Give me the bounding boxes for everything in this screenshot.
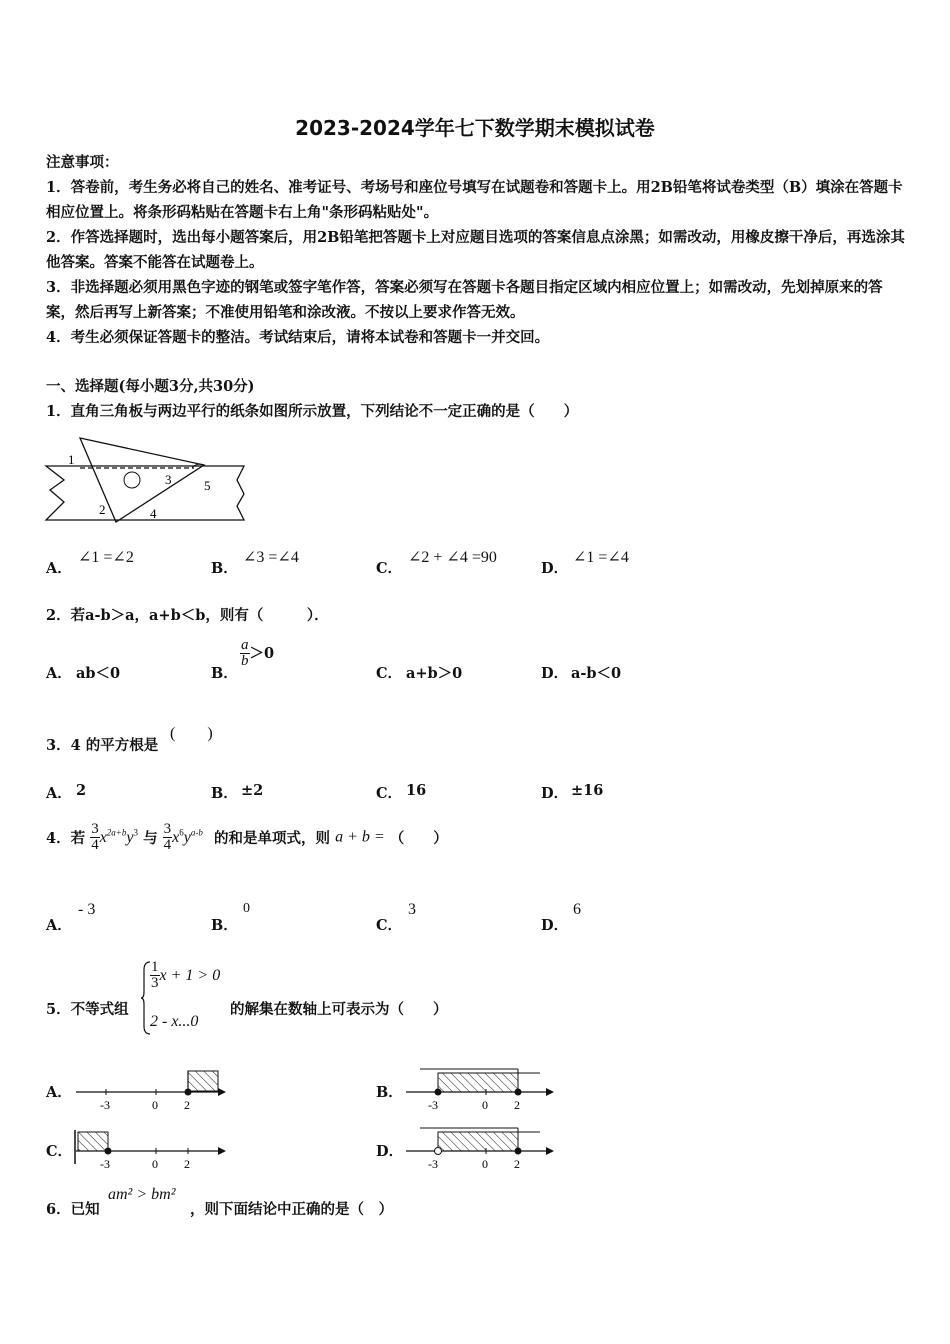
q3-label-a: A． <box>46 785 72 802</box>
q4-den2: 4 <box>163 837 172 853</box>
tick-label: 2 <box>184 1157 190 1171</box>
tick-label: 0 <box>482 1098 488 1112</box>
q4-exp1: 2a+b <box>106 827 127 838</box>
q4-mid: 与 <box>143 830 158 847</box>
number-line-d <box>400 1124 560 1174</box>
page-title: 2023-2024学年七下数学期末模拟试卷 <box>295 116 655 140</box>
q4-paren: （ ） <box>389 830 448 847</box>
q1-figure <box>44 432 249 524</box>
number-line-c <box>70 1124 230 1174</box>
q2-label-d: D． <box>541 665 569 682</box>
q1-option-a: ∠1 =∠2 <box>78 549 134 566</box>
q4-expr: a + b = <box>335 828 385 846</box>
q3-option-b: ±2 <box>241 782 264 799</box>
q5-eq1-num: 1 <box>151 959 159 975</box>
q2-label-c: C． <box>376 665 403 682</box>
q4-suffix: 的和是单项式，则 <box>213 830 330 847</box>
q1-label-c: C． <box>376 560 403 577</box>
notes-heading: 注意事项： <box>46 154 119 171</box>
q5-suffix: 的解集在数轴上可表示为（ ） <box>230 1001 448 1018</box>
q4-exp3: 6 <box>179 827 184 838</box>
q2-label-a: A． <box>46 665 72 682</box>
q4-x: x <box>99 829 107 846</box>
q5-eq1-rest: x + 1 > 0 <box>159 967 221 984</box>
q4-x2: x <box>172 829 180 846</box>
q5-label-a: A． <box>46 1084 72 1101</box>
q2-option-b <box>240 638 274 669</box>
q2-b-num: a <box>241 637 249 653</box>
q3-label-d: D． <box>541 785 569 802</box>
q4-stem <box>46 822 448 853</box>
q2-b-rest: ＞0 <box>249 645 275 662</box>
tick-label: 0 <box>152 1098 158 1112</box>
q2-option-c: a+b＞0 <box>406 665 463 682</box>
q4-label-c: C． <box>376 917 403 934</box>
q5-label-c: C． <box>46 1143 73 1160</box>
q2-label-b: B． <box>211 665 238 682</box>
q4-prefix: 4．若 <box>46 830 86 847</box>
tick-label: 2 <box>184 1098 190 1112</box>
q2-option-d: a-b＜0 <box>571 665 622 682</box>
fig-label: 2 <box>99 502 106 517</box>
q4-label-b: B． <box>211 917 238 934</box>
tick-label: -3 <box>428 1098 438 1112</box>
q4-exp4: a-b <box>190 827 203 838</box>
number-line-a <box>70 1065 230 1115</box>
q1-option-c: ∠2 + ∠4 =90 <box>408 549 497 566</box>
number-line-b <box>400 1065 560 1115</box>
tick-label: 2 <box>514 1098 520 1112</box>
tick-label: -3 <box>428 1157 438 1171</box>
tick-label: 0 <box>152 1157 158 1171</box>
q2-b-den: b <box>241 653 249 669</box>
q4-option-b: 0 <box>243 901 250 916</box>
q4-den: 4 <box>91 837 99 853</box>
tick-label: -3 <box>100 1157 110 1171</box>
q3-option-a: 2 <box>76 782 87 799</box>
q5-label-d: D． <box>376 1143 404 1160</box>
q6-expr: am² > bm² <box>108 1186 176 1203</box>
q5-eq2: 2 - x...0 <box>150 1013 199 1030</box>
q6-prefix: 6．已知 <box>46 1201 100 1218</box>
q5-eq1 <box>150 960 220 991</box>
q1-option-b: ∠3 =∠4 <box>243 549 299 566</box>
section-heading: 一、选择题(每小题3分,共30分) <box>46 378 255 395</box>
q4-y: y <box>126 829 134 846</box>
note-item: 3．非选择题必须用黑色字迹的钢笔或签字笔作答，答案必须写在答题卡各题目指定区域内相应位置上；如需改动，先划掉原来的答案，然后再写上新答案；不准使用铅笔和涂改液。不按以上要求作答无效。 <box>46 279 883 321</box>
q1-label-b: B． <box>211 560 238 577</box>
q1-stem: 1．直角三角板与两边平行的纸条如图所示放置，下列结论不一定正确的是（ ） <box>46 403 579 420</box>
notes <box>46 150 906 350</box>
q3-option-d: ±16 <box>571 782 604 799</box>
note-item: 2．作答选择题时，选出每小题答案后，用2B铅笔把答题卡上对应题目选项的答案信息点涂黑；如需改动，用橡皮擦干净后，再选涂其他答案。答案不能答在试题卷上。 <box>46 229 905 271</box>
q2-option-a: ab＜0 <box>76 665 121 682</box>
q3-stem: 3．4 的平方根是 <box>46 737 159 754</box>
q3-option-c: 16 <box>406 782 427 799</box>
q4-num2: 3 <box>163 821 172 837</box>
q4-y2: y <box>183 829 191 846</box>
q4-exp2: 3 <box>133 827 138 838</box>
fig-label: 4 <box>150 506 157 521</box>
fig-label: 3 <box>165 472 172 487</box>
q6-suffix: ，则下面结论中正确的是（ ） <box>190 1201 393 1218</box>
fig-label: 1 <box>68 452 75 467</box>
q5-prefix: 5．不等式组 <box>46 1001 129 1018</box>
tick-label: -3 <box>100 1098 110 1112</box>
q4-option-c: 3 <box>408 901 416 918</box>
q4-label-a: A． <box>46 917 72 934</box>
q3-label-b: B． <box>211 785 238 802</box>
q1-label-a: A． <box>46 560 72 577</box>
q3-label-c: C． <box>376 785 403 802</box>
note-item: 4．考生必须保证答题卡的整洁。考试结束后，请将本试卷和答题卡一并交回。 <box>46 329 550 346</box>
q4-num: 3 <box>91 821 99 837</box>
q2-stem: 2．若a-b＞a，a+b＜b，则有（ ）． <box>46 607 329 624</box>
q4-option-a: - 3 <box>78 901 96 918</box>
q5-eq1-den: 3 <box>151 975 159 991</box>
q4-option-d: 6 <box>573 901 581 918</box>
fig-label: 5 <box>204 478 211 493</box>
q1-label-d: D． <box>541 560 569 577</box>
q3-paren: ( ) <box>170 725 213 742</box>
q5-label-b: B． <box>376 1084 403 1101</box>
tick-label: 2 <box>514 1157 520 1171</box>
note-item: 1．答卷前，考生务必将自己的姓名、准考证号、考场号和座位号填写在试题卷和答题卡上。用2B铅笔将试卷类型（B）填涂在答题卡相应位置上。将条形码粘贴在答题卡右上角"条形码粘贴处"。 <box>46 179 903 221</box>
q4-label-d: D． <box>541 917 569 934</box>
tick-label: 0 <box>482 1157 488 1171</box>
q1-option-d: ∠1 =∠4 <box>573 549 629 566</box>
